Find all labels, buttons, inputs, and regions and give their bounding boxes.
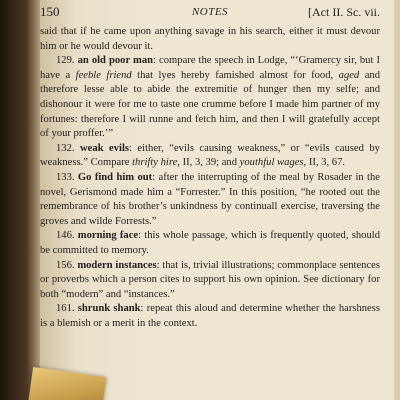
page-header: [40, 3, 380, 21]
page-edge: [394, 0, 400, 400]
note-133: 133. Go find him out: after the interrupting of the meal by Rosader in the novel, Gerismond made him a “Forrester.” In this position, “he rooted out the remembrance of his brother’s unkindness by continuall exercise, traversing the groves and wilde Forrests.”: [40, 171, 380, 227]
page-text: [40, 3, 380, 331]
act-reference: [Act II. Sc. vii.: [308, 5, 380, 19]
note-161: 161. shrunk shank: repeat this aloud and determine whether the harshness is a blemish or a merit in the context.: [40, 303, 381, 329]
note-lemma: shrunk shank: [77, 303, 141, 315]
note-lemma: modern instances: [77, 259, 157, 271]
intro-paragraph: said that if he came upon anything savage in his search, either it must devour him or he would devour it.: [40, 26, 380, 52]
note-number: 133.: [56, 171, 75, 183]
note-132: 132. weak evils: either, “evils causing weakness,” or “evils caused by weakness.” Compare thrifty hire, II, 3, 39; and youthful wages, II, 3, 67.: [40, 142, 380, 169]
note-number: 146.: [56, 230, 75, 242]
running-title: NOTES: [191, 6, 229, 18]
note-number: 156.: [56, 259, 75, 271]
note-lemma: weak evils: [80, 142, 130, 154]
note-lemma: Go find him out: [77, 171, 153, 183]
note-number: 161.: [56, 303, 75, 315]
note-129: 129. an old poor man: compare the speech in Lodge, “‘Gramercy sir, but I have a feeble friend that lyes hereby famished almost for food, aged and therefore lesse able to abide the extremitie of hunger then my selfe; and dishonour it were for me to taste one crumme before I made him partner of my fortunes: therefore I will runne and fetch him, and then I will gratefully accept of your proffer.’”: [40, 55, 380, 140]
note-lemma: an old poor man: [77, 55, 154, 67]
note-156: 156. modern instances: that is, trivial illustrations; commonplace sentences or proverbs which a person cites to support his own opinion. See dictionary for both “modern” and “instances.”: [40, 259, 380, 300]
note-lemma: morning face: [77, 230, 139, 242]
page-number: 150: [40, 4, 60, 19]
note-number: 129.: [56, 55, 75, 67]
note-146: 146. morning face: this whole passage, which is frequently quoted, should be committed to memory.: [40, 230, 380, 256]
note-number: 132.: [56, 142, 75, 154]
